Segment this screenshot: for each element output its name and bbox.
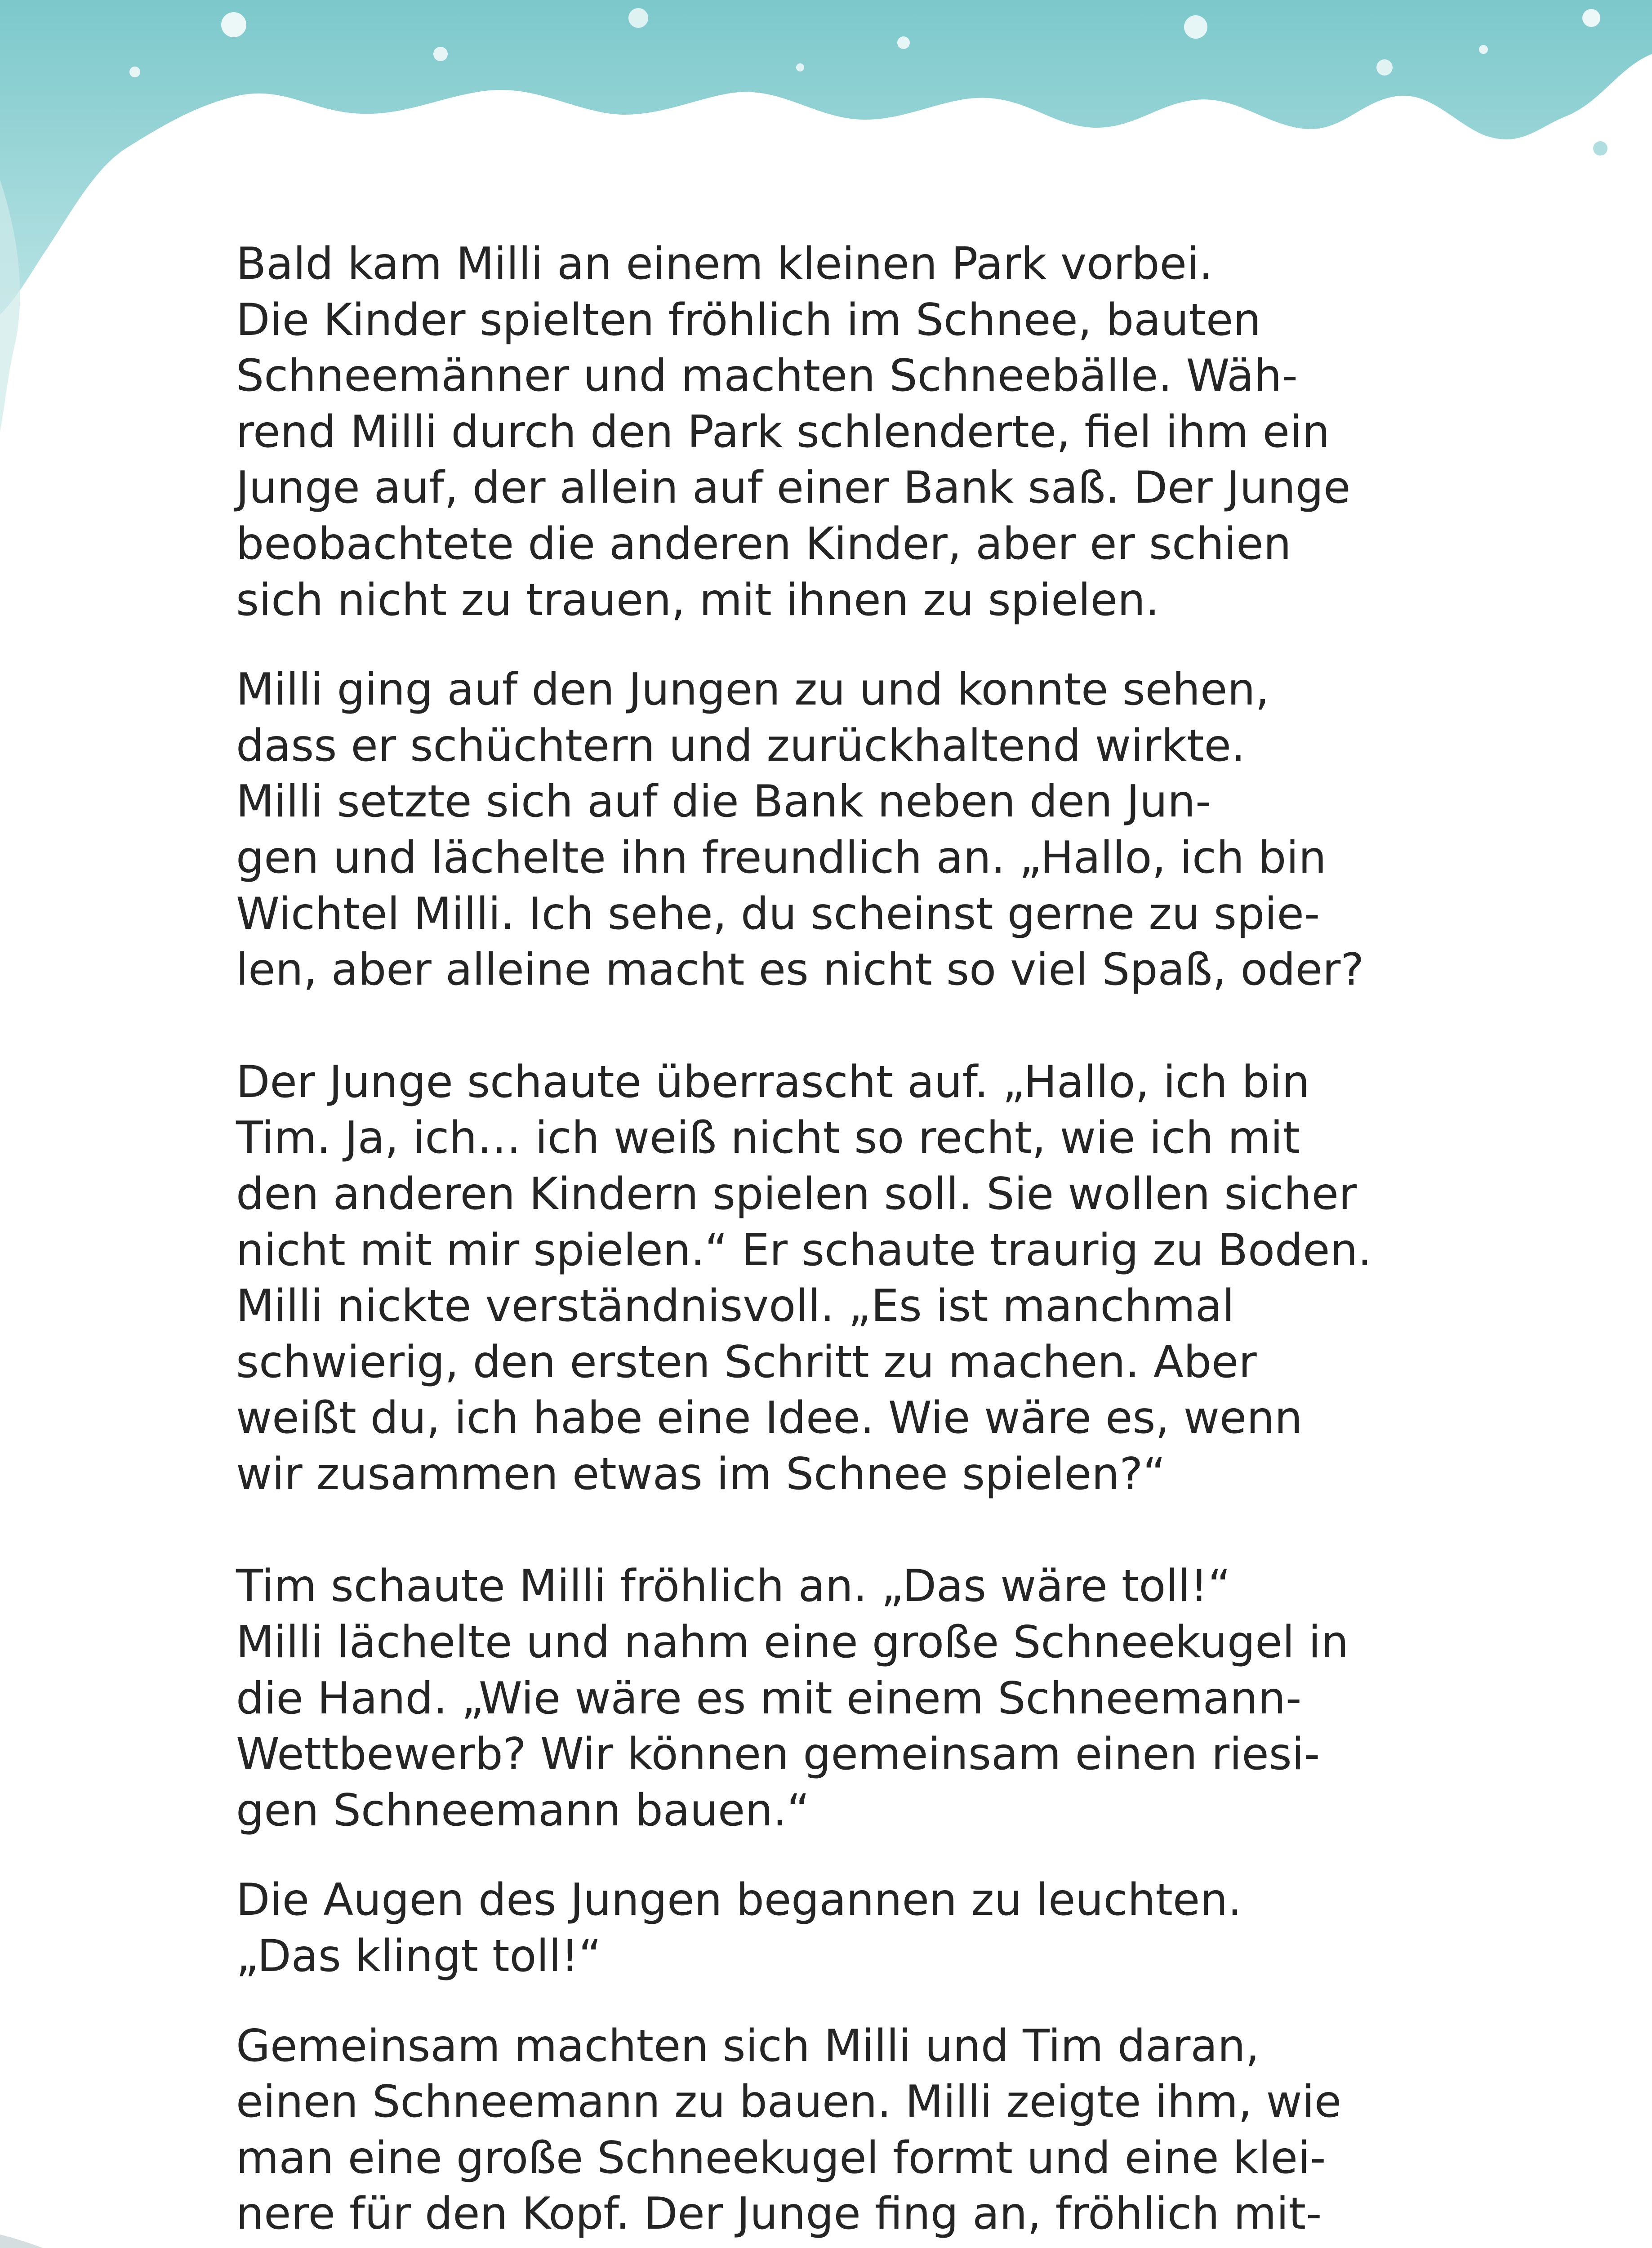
paragraph-6: [236, 2018, 1387, 2242]
paragraph-5: [236, 1872, 1387, 1984]
text-line: Wettbewerb? Wir können gemeinsam einen riesi-: [236, 1729, 1320, 1780]
text-line: beobachtete die anderen Kinder, aber er schien: [236, 518, 1291, 570]
text-line: den anderen Kindern spielen soll. Sie wollen sicher: [236, 1168, 1357, 1220]
text-line: gen Schneemann bauen.“: [236, 1784, 810, 1836]
text-line: sich nicht zu trauen, mit ihnen zu spielen.: [236, 574, 1160, 626]
text-line: Milli nickte verständnisvoll. „Es ist manchmal: [236, 1280, 1235, 1332]
paragraph-3: [236, 1054, 1387, 1503]
text-line: einen Schneemann zu bauen. Milli zeigte ihm, wie: [236, 2076, 1342, 2128]
text-line: gen und lächelte ihn freundlich an. „Hallo, ich bin: [236, 832, 1327, 883]
text-line: nicht mit mir spielen.“ Er schaute traurig zu Boden.: [236, 1224, 1372, 1276]
text-line: Tim. Ja, ich… ich weiß nicht so recht, wie ich mit: [236, 1112, 1300, 1164]
text-line: schwierig, den ersten Schritt zu machen. Aber: [236, 1336, 1257, 1388]
text-line: Der Junge schaute überrascht auf. „Hallo, ich bin: [236, 1056, 1310, 1108]
text-line: Tim schaute Milli fröhlich an. „Das wäre toll!“: [236, 1561, 1231, 1612]
text-line: Die Kinder spielten fröhlich im Schnee, bauten: [236, 294, 1261, 346]
story-text: [236, 236, 1387, 2242]
text-line: Gemeinsam machten sich Milli und Tim daran,: [236, 2020, 1260, 2072]
text-line: dass er schüchtern und zurückhaltend wirkte.: [236, 720, 1246, 772]
text-line: nere für den Kopf. Der Junge fing an, fröhlich mit-: [236, 2188, 1322, 2240]
text-line: Bald kam Milli an einem kleinen Park vorbei.: [236, 238, 1213, 290]
text-line: man eine große Schneekugel formt und eine klei-: [236, 2132, 1326, 2184]
left-watercolor-decoration: [0, 180, 54, 432]
text-line: wir zusammen etwas im Schnee spielen?“: [236, 1448, 1166, 1500]
text-line: Schneemänner und machten Schneebälle. Wäh-: [236, 350, 1298, 402]
paragraph-4: [236, 1558, 1387, 1838]
text-line: Junge auf, der allein auf einer Bank saß. Der Junge: [236, 462, 1351, 514]
text-line: Wichtel Milli. Ich sehe, du scheinst gerne zu spie-: [236, 888, 1320, 940]
text-line: weißt du, ich habe eine Idee. Wie wäre es, wenn: [236, 1392, 1303, 1444]
paragraph-2: [236, 662, 1387, 998]
text-line: „Das klingt toll!“: [236, 1931, 601, 1982]
text-line: Milli ging auf den Jungen zu und konnte sehen,: [236, 664, 1269, 716]
text-line: rend Milli durch den Park schlenderte, fiel ihm ein: [236, 406, 1330, 458]
text-line: die Hand. „Wie wäre es mit einem Schneemann-: [236, 1673, 1302, 1724]
text-line: Milli lächelte und nahm eine große Schneekugel in: [236, 1617, 1349, 1668]
text-line: len, aber alleine macht es nicht so viel Spaß, oder?: [236, 944, 1364, 996]
text-line: Die Augen des Jungen begannen zu leuchten.: [236, 1874, 1242, 1926]
text-line: Milli setzte sich auf die Bank neben den Jun-: [236, 776, 1211, 828]
paragraph-1: [236, 236, 1387, 628]
